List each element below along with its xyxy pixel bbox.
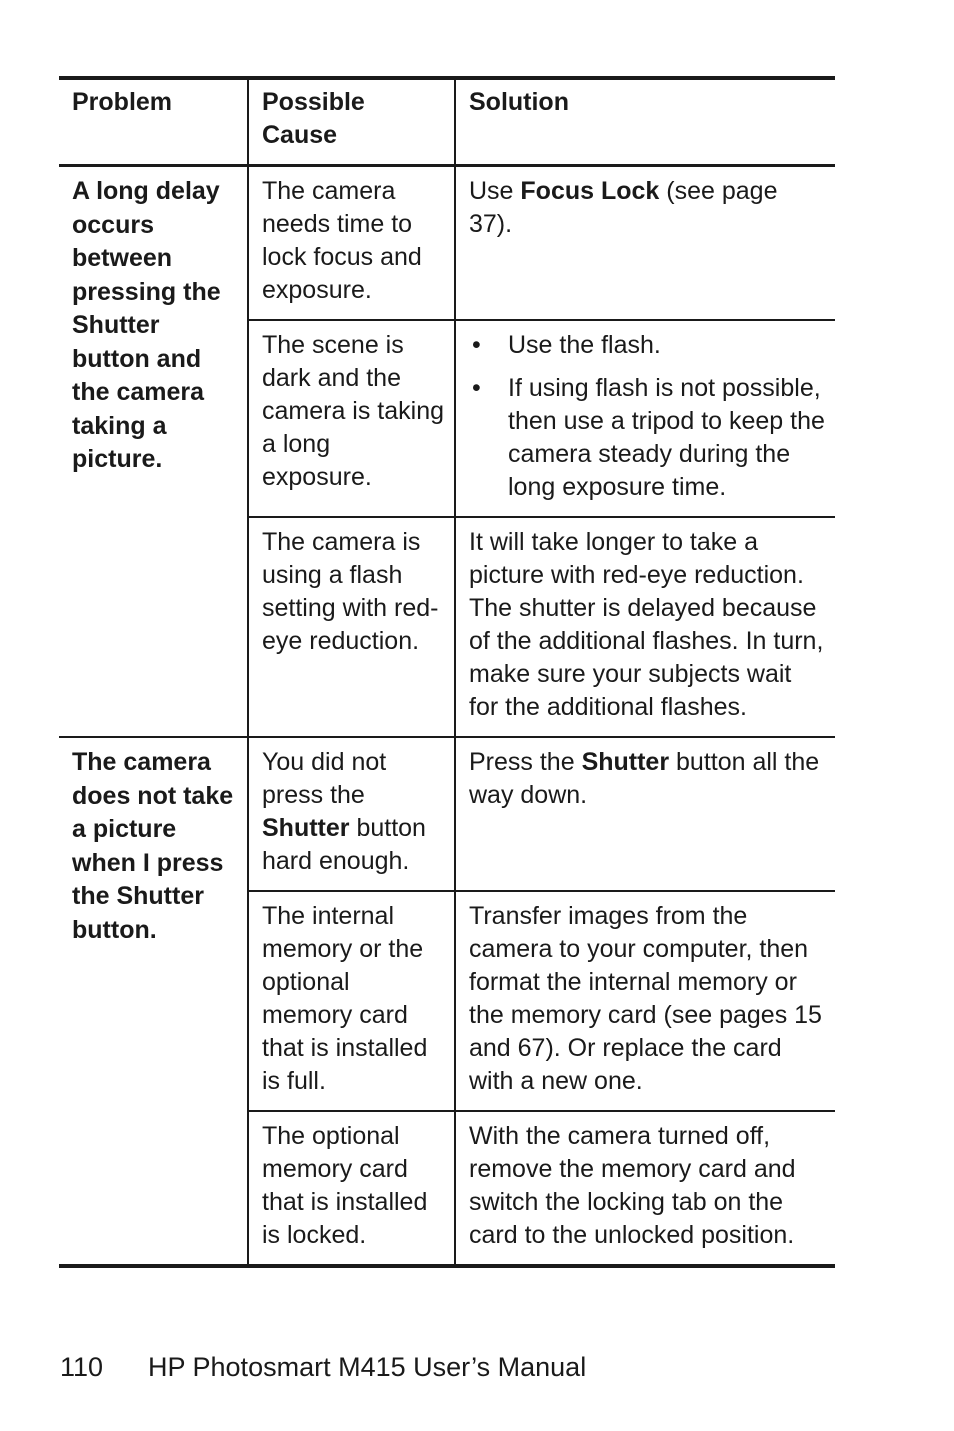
cause-text: button hard enough.	[262, 814, 426, 875]
shutter-term: Shutter	[581, 748, 670, 776]
solution-cell	[455, 737, 835, 891]
solution-cell: It will take longer to take a picture with red-eye reduction. The shutter is delayed because of the additional flashes. In turn, make sure your subjects wait for the additional flashes.	[455, 517, 835, 737]
bullet-text: Use the flash.	[508, 331, 661, 359]
solution-text: button all the way down.	[469, 748, 820, 809]
cause-cell: The internal memory or the optional memory card that is installed is full.	[248, 891, 455, 1111]
header-solution: Solution	[455, 78, 835, 166]
cause-cell	[248, 737, 455, 891]
bullet-icon: •	[472, 374, 481, 402]
header-possible-cause: Possible Cause	[248, 78, 455, 166]
troubleshooting-table	[59, 76, 835, 1268]
focus-lock-term: Focus Lock	[520, 177, 660, 205]
solution-cell: Transfer images from the camera to your computer, then format the internal memory or the memory card (see pages 15 and 67). Or replace the card with a new one.	[455, 891, 835, 1111]
cause-text: You did not press the	[262, 748, 387, 809]
cause-cell: The camera needs time to lock focus and exposure.	[248, 166, 455, 321]
page-number: 110	[60, 1352, 104, 1382]
problem-cell: The camera does not take a picture when I press the Shutter button.	[59, 737, 248, 1266]
table-header-row	[59, 78, 835, 166]
manual-title: HP Photosmart M415 User’s Manual	[148, 1352, 587, 1382]
table-row	[59, 737, 835, 891]
page-footer	[60, 1349, 586, 1385]
solution-text: Use	[469, 177, 521, 205]
solution-cell: With the camera turned off, remove the memory card and switch the locking tab on the card to the unlocked position.	[455, 1111, 835, 1266]
solution-text: (see page 37).	[469, 177, 778, 238]
list-item	[469, 329, 827, 362]
solution-cell	[455, 166, 835, 321]
solution-bullet-list	[469, 329, 827, 504]
bullet-text: If using flash is not possible, then use a tripod to keep the camera steady during the long exposure time.	[508, 374, 825, 501]
header-problem: Problem	[59, 78, 248, 166]
table-row	[59, 166, 835, 321]
cause-cell: The scene is dark and the camera is taking a long exposure.	[248, 320, 455, 517]
bullet-icon: •	[472, 331, 481, 359]
cause-cell: The camera is using a flash setting with red-eye reduction.	[248, 517, 455, 737]
problem-cell: A long delay occurs between pressing the Shutter button and the camera taking a picture.	[72, 177, 221, 473]
list-item	[469, 372, 827, 504]
shutter-term: Shutter	[262, 814, 350, 842]
solution-text: Press the	[469, 748, 582, 776]
cause-cell: The optional memory card that is installed is locked.	[248, 1111, 455, 1266]
solution-cell	[455, 320, 835, 517]
